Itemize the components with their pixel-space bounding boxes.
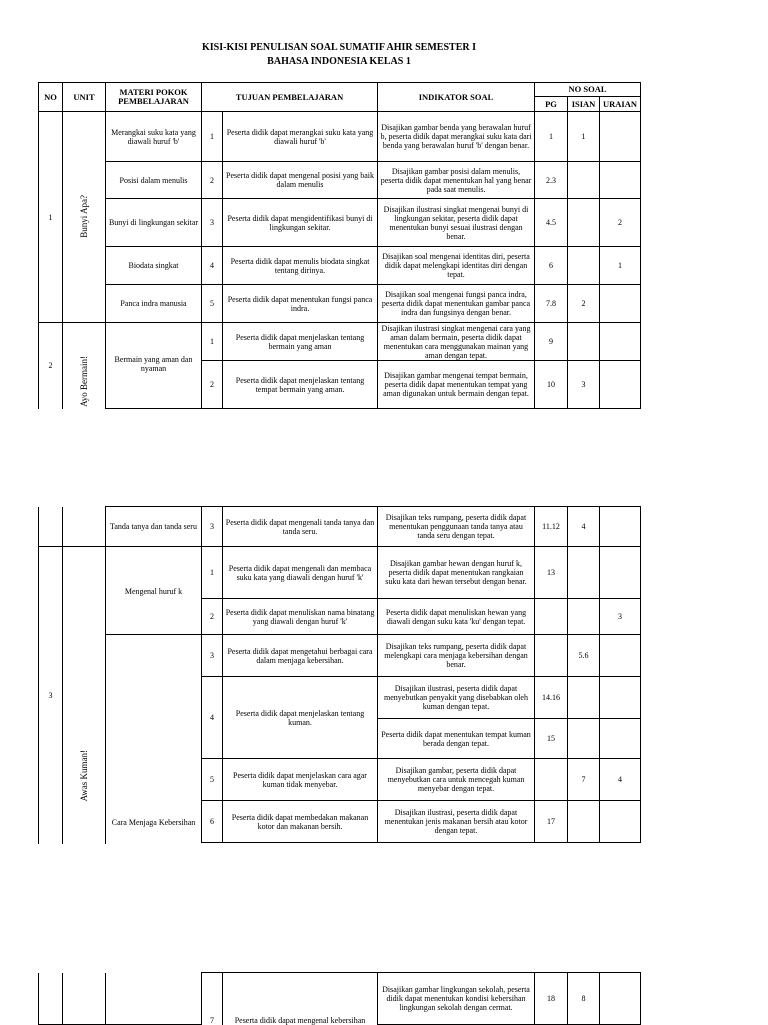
materi-cell: Posisi dalam menulis <box>106 162 202 199</box>
uraian-cell <box>600 507 641 547</box>
pg-cell: 7.8 <box>535 285 568 323</box>
isian-cell: 4 <box>568 507 600 547</box>
pg-cell <box>535 599 568 635</box>
isian-cell <box>568 162 600 199</box>
tujuan-cell: Peserta didik dapat mengenali tanda tanya dan tanda seru. <box>223 507 378 547</box>
pg-cell: 9 <box>535 323 568 361</box>
tp-no: 7 <box>202 973 223 1025</box>
tujuan-cell: Peserta didik dapat mengenal posisi yang baik dalam menulis <box>223 162 378 199</box>
header-tujuan: TUJUAN PEMBELAJARAN <box>202 83 378 112</box>
indikator-cell: Disajikan gambar benda yang berawalan huruf b, peserta didik dapat merangkai suku kata dari benda yang berawalan huruf 'b' dengan benar. <box>378 112 535 162</box>
table-row <box>39 112 641 162</box>
uraian-cell <box>600 719 641 759</box>
uraian-cell <box>600 973 641 1025</box>
pg-cell: 1 <box>535 112 568 162</box>
pg-cell: 10 <box>535 361 568 409</box>
tp-no: 5 <box>202 759 223 801</box>
tp-no: 5 <box>202 285 223 323</box>
header-uraian: URAIAN <box>600 97 641 112</box>
indikator-cell: Disajikan ilustrasi singkat mengenai cara yang aman dalam bermain, peserta didik dapat menentukan cara menggunakan mainan yang aman dengan tepat. <box>378 323 535 361</box>
isian-cell <box>568 199 600 247</box>
header-unit: UNIT <box>63 83 106 112</box>
materi-cell: Tanda tanya dan tanda seru <box>106 507 202 547</box>
indikator-cell: Disajikan gambar lingkungan sekolah, peserta didik dapat menentukan kondisi kebersihan lingkungan sekolah dengan cermat. <box>378 973 535 1025</box>
isian-cell: 3 <box>568 361 600 409</box>
unit-cell <box>63 323 106 409</box>
uraian-cell <box>600 361 641 409</box>
uraian-cell <box>600 112 641 162</box>
tujuan-cell: Peserta didik dapat membedakan makanan kotor dan makanan bersih. <box>223 801 378 843</box>
tp-no: 1 <box>202 547 223 599</box>
indikator-cell: Disajikan teks rumpang, peserta didik dapat menentukan penggunaan tanda tanya atau tanda seru dengan tepat. <box>378 507 535 547</box>
uraian-cell: 2 <box>600 199 641 247</box>
tujuan-cell: Peserta didik dapat mengenal kebersihan <box>223 973 378 1025</box>
tujuan-cell: Peserta didik dapat menjelaskan tentang bermain yang aman <box>223 323 378 361</box>
isian-cell <box>568 719 600 759</box>
indikator-cell: Disajikan teks rumpang, peserta didik dapat melengkapi cara menjaga kebersihan dengan benar. <box>378 635 535 677</box>
row-no <box>39 973 63 1025</box>
tujuan-cell: Peserta didik dapat mengetahui berbagai cara dalam menjaga kebersihan. <box>223 635 378 677</box>
tp-no: 4 <box>202 677 223 759</box>
isian-cell: 8 <box>568 973 600 1025</box>
unit-name: Bunyi Apa? <box>78 194 89 238</box>
indikator-cell: Disajikan gambar hewan dengan huruf k, peserta didik dapat menentukan rangkaian suku kata dari hewan tersebut dengan benar. <box>378 547 535 599</box>
isian-cell <box>568 247 600 285</box>
unit-name: Ayo Bermain! <box>78 355 89 407</box>
indikator-cell: Peserta didik dapat menentukan tempat kuman berada dengan tepat. <box>378 719 535 759</box>
tujuan-cell: Peserta didik dapat menjelaskan cara agar kuman tidak menyebar. <box>223 759 378 801</box>
pg-cell: 6 <box>535 247 568 285</box>
tp-no: 1 <box>202 112 223 162</box>
materi-cell: Bermain yang aman dan nyaman <box>106 323 202 409</box>
tp-no: 3 <box>202 199 223 247</box>
table-row <box>39 635 641 677</box>
tp-no: 3 <box>202 635 223 677</box>
uraian-cell <box>600 323 641 361</box>
indikator-cell: Disajikan ilustrasi, peserta didik dapat menyebutkan penyakit yang disebabkan oleh kuman dengan tepat. <box>378 677 535 719</box>
tujuan-cell: Peserta didik dapat menjelaskan tentang kuman. <box>223 677 378 759</box>
table-row <box>39 973 641 1025</box>
uraian-cell <box>600 285 641 323</box>
tp-no: 2 <box>202 599 223 635</box>
tujuan-cell: Peserta didik dapat mengidentifikasi bunyi di lingkungan sekitar. <box>223 199 378 247</box>
isian-cell: 7 <box>568 759 600 801</box>
pg-cell: 11.12 <box>535 507 568 547</box>
uraian-cell: 4 <box>600 759 641 801</box>
header-indikator: INDIKATOR SOAL <box>378 83 535 112</box>
kisi-table-page-1 <box>38 82 641 409</box>
uraian-cell <box>600 162 641 199</box>
header-materi: MATERI POKOK PEMBELAJARAN <box>106 83 202 112</box>
tujuan-cell: Peserta didik dapat menuliskan nama binatang yang diawali dengan huruf 'k' <box>223 599 378 635</box>
uraian-cell <box>600 547 641 599</box>
isian-cell <box>568 599 600 635</box>
indikator-cell: Disajikan gambar posisi dalam menulis, peserta didik dapat menentukan hal yang benar pada saat menulis. <box>378 162 535 199</box>
materi-cell: Panca indra manusia <box>106 285 202 323</box>
pg-cell: 14.16 <box>535 677 568 719</box>
tujuan-cell: Peserta didik dapat menjelaskan tentang tempat bermain yang aman. <box>223 361 378 409</box>
kisi-table-page-2 <box>38 506 641 843</box>
pg-cell <box>535 635 568 677</box>
uraian-cell <box>600 801 641 843</box>
materi-cell: Biodata singkat <box>106 247 202 285</box>
isian-cell <box>568 677 600 719</box>
uraian-cell <box>600 635 641 677</box>
header-no: NO <box>39 83 63 112</box>
table-row <box>39 547 641 599</box>
materi-cell: Merangkai suku kata yang diawali huruf 'b' <box>106 112 202 162</box>
pg-cell: 18 <box>535 973 568 1025</box>
pg-cell: 4.5 <box>535 199 568 247</box>
isian-cell <box>568 547 600 599</box>
unit-cell <box>63 507 106 547</box>
kisi-table-page-3 <box>38 972 641 1025</box>
unit-cell <box>63 547 106 844</box>
tujuan-cell: Peserta didik dapat merangkai suku kata yang diawali huruf 'b' <box>223 112 378 162</box>
uraian-cell <box>600 677 641 719</box>
pg-cell <box>535 759 568 801</box>
header-pg: PG <box>535 97 568 112</box>
indikator-cell: Disajikan ilustrasi singkat mengenai bunyi di lingkungan sekitar, peserta didik dapat menentukan bunyi sesuai ilustrasi dengan benar. <box>378 199 535 247</box>
table-row <box>39 323 641 361</box>
table-row <box>39 247 641 285</box>
indikator-cell: Disajikan gambar, peserta didik dapat menyebutkan cara untuk mencegah kuman menyebar dengan tepat. <box>378 759 535 801</box>
isian-cell <box>568 323 600 361</box>
document-title: KISI-KISI PENULISAN SOAL SUMATIF AHIR SEMESTER I <box>202 42 476 53</box>
unit-cell <box>63 973 106 1025</box>
table-row <box>39 285 641 323</box>
table-row <box>39 199 641 247</box>
tp-no: 2 <box>202 162 223 199</box>
header-no-soal: NO SOAL <box>535 83 641 97</box>
row-no: 1 <box>39 112 63 323</box>
tp-no: 1 <box>202 323 223 361</box>
uraian-cell: 3 <box>600 599 641 635</box>
tujuan-cell: Peserta didik dapat menulis biodata singkat tentang dirinya. <box>223 247 378 285</box>
isian-cell: 1 <box>568 112 600 162</box>
tp-no: 3 <box>202 507 223 547</box>
indikator-cell: Disajikan soal mengenai identitas diri, peserta didik dapat melengkapi identitas diri dengan tepat. <box>378 247 535 285</box>
indikator-cell: Disajikan ilustrasi, peserta didik dapat menentukan jenis makanan bersih atau kotor dengan tepat. <box>378 801 535 843</box>
tujuan-cell: Peserta didik dapat menentukan fungsi panca indra. <box>223 285 378 323</box>
pg-cell: 15 <box>535 719 568 759</box>
uraian-cell: 1 <box>600 247 641 285</box>
pg-cell: 2.3 <box>535 162 568 199</box>
unit-name: Awas Kuman! <box>78 749 89 801</box>
isian-cell <box>568 801 600 843</box>
unit-cell <box>63 112 106 323</box>
pg-cell: 17 <box>535 801 568 843</box>
document-subtitle: BAHASA INDONESIA KELAS 1 <box>267 56 411 67</box>
row-no: 2 <box>39 323 63 409</box>
indikator-cell: Peserta didik dapat menuliskan hewan yang diawali dengan suku kata 'ku' dengan tepat. <box>378 599 535 635</box>
isian-cell: 2 <box>568 285 600 323</box>
row-no <box>39 507 63 547</box>
indikator-cell: Disajikan gambar mengenai tempat bermain, peserta didik dapat menentukan tempat yang aman digunakan untuk bermain dengan tepat. <box>378 361 535 409</box>
header-isian: ISIAN <box>568 97 600 112</box>
tp-no: 6 <box>202 801 223 843</box>
materi-cell: Bunyi di lingkungan sekitar <box>106 199 202 247</box>
table-row <box>39 162 641 199</box>
isian-cell: 5.6 <box>568 635 600 677</box>
table-row <box>39 507 641 547</box>
materi-cell: Mengenal huruf k <box>106 547 202 635</box>
materi-cell: Cara Menjaga Kebersihan <box>106 635 202 844</box>
indikator-cell: Disajikan soal mengenai fungsi panca indra, peserta didik dapat menentukan gambar panca indra dan fungsinya dengan benar. <box>378 285 535 323</box>
materi-cell <box>106 973 202 1025</box>
tujuan-cell: Peserta didik dapat mengenali dan membaca suku kata yang diawali dengan huruf 'k' <box>223 547 378 599</box>
tp-no: 2 <box>202 361 223 409</box>
pg-cell: 13 <box>535 547 568 599</box>
tp-no: 4 <box>202 247 223 285</box>
row-no: 3 <box>39 547 63 844</box>
